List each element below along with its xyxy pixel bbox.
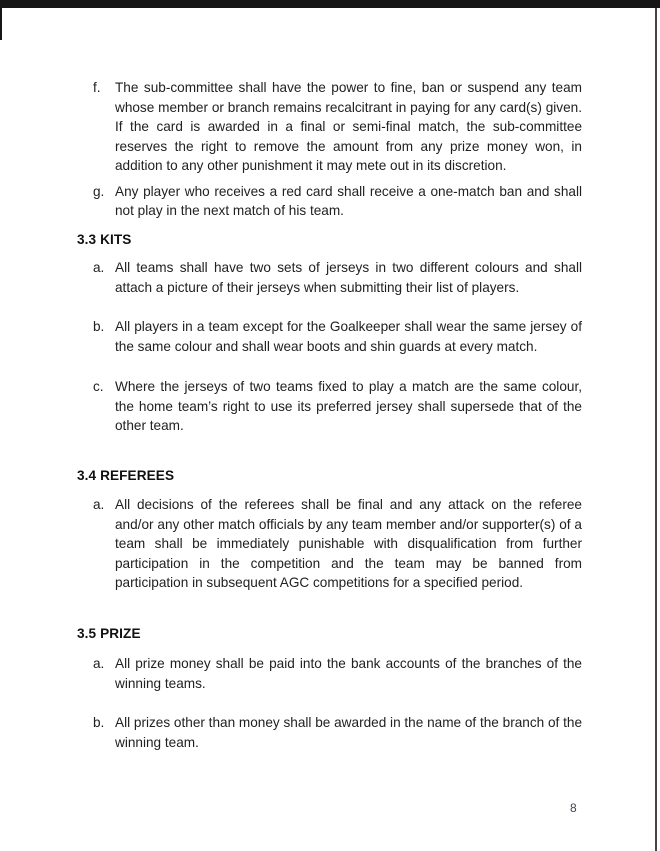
- list-item-g: [93, 182, 582, 221]
- list-marker: a.: [93, 497, 105, 512]
- list-marker: a.: [93, 260, 105, 275]
- list-item-prize-b: [93, 713, 582, 752]
- section-heading-3-4-referees: 3.4 REFEREES: [77, 467, 175, 483]
- list-text: All teams shall have two sets of jerseys in two different colours and shall attach a picture of their jerseys when submitting their list of players.: [115, 260, 582, 295]
- list-marker: a.: [93, 656, 105, 671]
- list-item-kits-c: [93, 377, 582, 436]
- list-item-kits-a: [93, 258, 582, 297]
- page-number: 8: [570, 801, 577, 815]
- list-text: All players in a team except for the Goalkeeper shall wear the same jersey of the same colour and shall wear boots and shin guards at every match.: [115, 319, 582, 354]
- list-text: All prize money shall be paid into the bank accounts of the branches of the winning teams.: [115, 656, 582, 691]
- list-text: All prizes other than money shall be awarded in the name of the branch of the winning team.: [115, 715, 582, 750]
- section-heading-3-5-prize: 3.5 PRIZE: [77, 625, 141, 641]
- section-heading-3-3-kits: 3.3 KITS: [77, 231, 132, 247]
- list-item-prize-a: [93, 654, 582, 693]
- list-item-kits-b: [93, 317, 582, 356]
- list-text: The sub-committee shall have the power to fine, ban or suspend any team whose member or branch remains recalcitrant in paying for any card(s) given. If the card is awarded in a final or semi-final match, the sub-committee reserves the right to remove the amount from any prize money won, in addition to any other punishment it may mete out in its discretion.: [115, 80, 582, 173]
- list-marker: b.: [93, 319, 105, 334]
- list-marker: g.: [93, 183, 105, 199]
- list-text: Any player who receives a red card shall receive a one-match ban and shall not play in the next match of his team.: [115, 183, 582, 218]
- list-text: All decisions of the referees shall be final and any attack on the referee and/or any other match officials by any team member and/or supporter(s) of a team shall be immediately punishable with disqualification from further participation in the competition and the team may be banned from participation in subsequent AGC competitions for a specified period.: [115, 497, 582, 590]
- list-marker: f.: [93, 80, 101, 95]
- list-marker: b.: [93, 715, 105, 730]
- list-text: Where the jerseys of two teams fixed to play a match are the same colour, the home team’s right to use its preferred jersey shall supersede that of the other team.: [115, 379, 582, 433]
- list-item-referees-a: [93, 495, 582, 593]
- list-item-f: [93, 78, 582, 176]
- list-marker: c.: [93, 379, 104, 394]
